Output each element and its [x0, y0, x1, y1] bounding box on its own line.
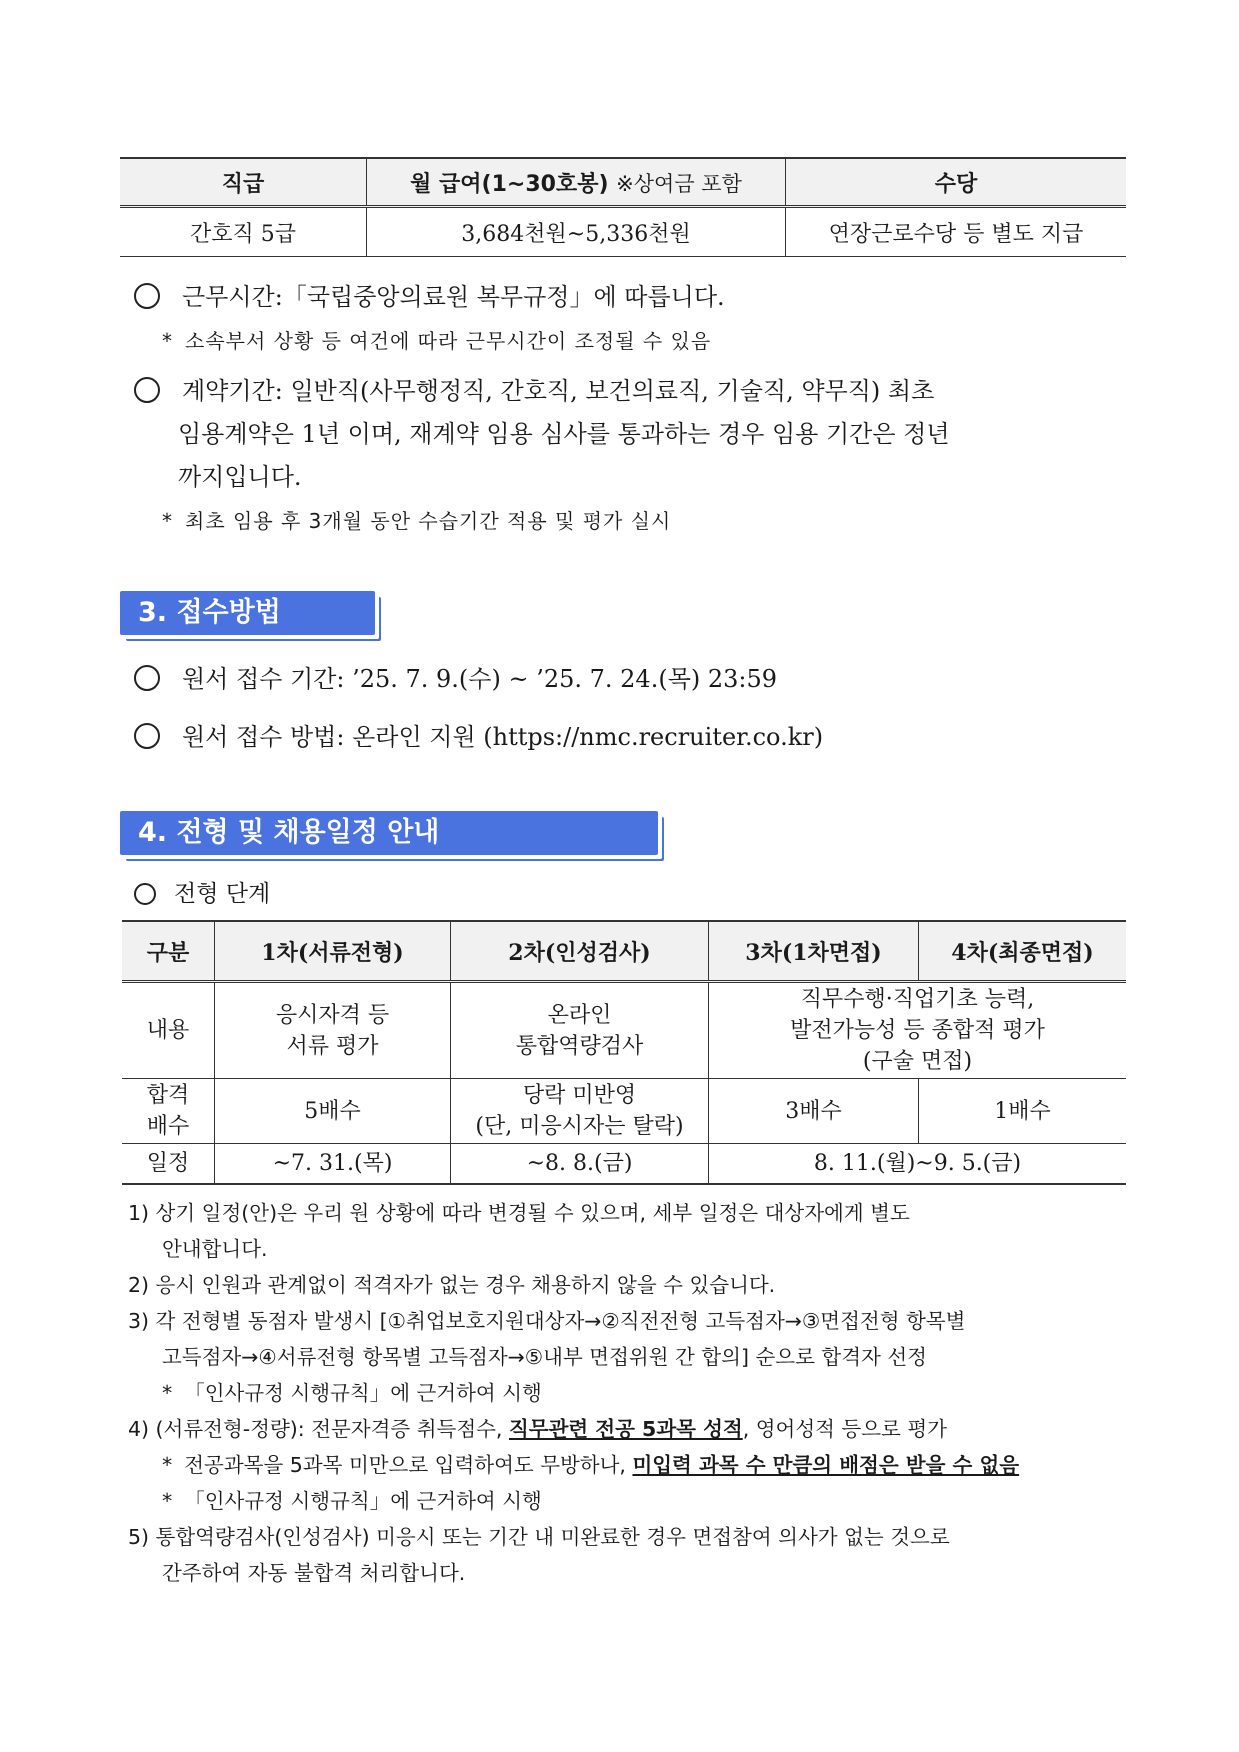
note-5-continued: 간주하여 자동 불합격 처리합니다. [162, 1561, 466, 1585]
contract-line-1 [134, 370, 1104, 413]
note-4-emphasis: 직무관련 전공 5과목 성적 [508, 1417, 743, 1441]
note-1: 1) 상기 일정(안)은 우리 원 상황에 따라 변경될 수 있으며, 세부 일정은 대상자에게 별도 [128, 1201, 910, 1225]
salary-header-grade: 직급 [120, 158, 367, 207]
note-4-sub-2 [128, 1483, 1108, 1519]
work-hours-text: 근무시간:「국립중앙의료원 복무규정」에 따릅니다. [182, 283, 725, 311]
salary-header-pay-note: ※상여금 포함 [616, 171, 742, 196]
pass-stage-4: 1배수 [919, 1079, 1127, 1144]
circle-bullet-icon [134, 377, 160, 403]
work-hours-note [162, 325, 711, 354]
content-stage-34-line: 직무수행·직업기초 능력, [800, 987, 1035, 1012]
contract-note-text: 최초 임용 후 3개월 동안 수습기간 적용 및 평가 실시 [185, 509, 672, 533]
note-4-text-end: , 영어성적 등으로 평가 [742, 1417, 947, 1441]
stage-subtitle-item [134, 872, 270, 916]
note-3-sub [128, 1375, 1108, 1411]
schedule-header: 3차(1차면접) [709, 921, 919, 982]
contract-line-3: 까지입니다. [178, 463, 302, 491]
note-1-continued: 안내합니다. [162, 1237, 268, 1261]
work-hours-note-text: 소속부서 상황 등 여건에 따라 근무시간이 조정될 수 있음 [185, 329, 712, 353]
salary-cell-grade: 간호직 5급 [120, 207, 367, 257]
salary-table [120, 157, 1126, 257]
row-label-schedule: 일정 [122, 1144, 215, 1184]
salary-cell-allowance: 연장근로수당 등 별도 지급 [786, 207, 1127, 257]
asterisk-icon: * [162, 1381, 173, 1405]
contract-line-2: 임용계약은 1년 이며, 재계약 임용 심사를 통과하는 경우 임용 기간은 정년 [178, 420, 950, 448]
application-method-text: 원서 접수 방법: 온라인 지원 (https://nmc.recruiter.co.kr) [182, 723, 824, 751]
content-stage-1 [215, 982, 451, 1079]
note-3-continued: 고득점자→④서류전형 항목별 고득점자→⑤내부 면접위원 간 합의] 순으로 합격자 선정 [162, 1345, 927, 1369]
pass-stage-2-line: (단, 미응시자는 탈락) [475, 1114, 684, 1139]
salary-header-pay [367, 158, 786, 207]
schedule-header: 구분 [122, 921, 215, 982]
note-4-sub-text: 전공과목을 5과목 미만으로 입력하여도 무방하나, [184, 1453, 633, 1477]
circle-bullet-icon [134, 665, 160, 691]
note-4-sub-2-text: 「인사규정 시행규칙」에 근거하여 시행 [184, 1489, 542, 1513]
note-3-sub-text: 「인사규정 시행규칙」에 근거하여 시행 [184, 1381, 542, 1405]
schedule-stage-2: ~8. 8.(금) [451, 1144, 709, 1184]
content-stage-1-line: 서류 평가 [286, 1033, 379, 1059]
circle-bullet-icon [134, 723, 160, 749]
row-label-pass [122, 1079, 215, 1144]
note-2: 2) 응시 인원과 관계없이 적격자가 없는 경우 채용하지 않을 수 있습니다. [128, 1273, 776, 1297]
content-stage-2 [451, 982, 709, 1079]
note-3: 3) 각 전형별 동점자 발생시 [①취업보호지원대상자→②직전전형 고득점자→③면접전형 항목별 [128, 1309, 966, 1333]
contract-line-1-text: 계약기간: 일반직(사무행정직, 간호직, 보건의료직, 기술직, 약무직) 최초 [182, 377, 935, 405]
work-hours-item [134, 275, 725, 319]
pass-stage-2-line: 당락 미반영 [522, 1083, 637, 1108]
schedule-stage-1: ~7. 31.(목) [215, 1144, 451, 1184]
note-4 [128, 1411, 1108, 1447]
note-4-text: 4) (서류전형-정량): 전문자격증 취득점수, [128, 1417, 509, 1441]
contract-note [162, 505, 671, 534]
content-stage-2-line: 통합역량검사 [515, 1033, 644, 1059]
application-method-item [134, 715, 823, 759]
note-5: 5) 통합역량검사(인성검사) 미응시 또는 기간 내 미완료한 경우 면접참여 의사가 없는 것으로 [128, 1525, 950, 1549]
asterisk-icon: * [162, 1489, 173, 1513]
circle-bullet-icon [134, 283, 160, 309]
contract-item [134, 370, 1104, 499]
stage-subtitle-text: 전형 단계 [174, 881, 271, 907]
content-stage-34-line: 발전가능성 등 종합적 평가 [790, 1018, 1045, 1043]
section-3-title: 3. 접수방법 [120, 591, 375, 635]
pass-stage-1: 5배수 [215, 1079, 451, 1144]
row-label-pass-line: 배수 [146, 1114, 190, 1139]
salary-header-allowance: 수당 [786, 158, 1127, 207]
asterisk-icon: * [162, 1453, 173, 1477]
schedule-header: 2차(인성검사) [451, 921, 709, 982]
content-stage-3-4 [709, 982, 1127, 1079]
schedule-table [122, 920, 1126, 1185]
note-4-sub-emphasis: 미입력 과목 수 만큼의 배점은 받을 수 없음 [632, 1453, 1020, 1477]
pass-stage-3: 3배수 [709, 1079, 919, 1144]
notes-list [128, 1195, 1108, 1591]
row-label-pass-line: 합격 [146, 1083, 190, 1108]
note-4-sub [128, 1447, 1108, 1483]
section-4-title: 4. 전형 및 채용일정 안내 [120, 811, 658, 855]
schedule-stage-3-4: 8. 11.(월)~9. 5.(금) [709, 1144, 1127, 1184]
content-stage-1-line: 응시자격 등 [275, 1002, 390, 1028]
salary-header-pay-label: 월 급여(1~30호봉) [410, 171, 609, 197]
application-period-item [134, 657, 777, 701]
asterisk-icon: * [162, 329, 173, 353]
content-stage-2-line: 온라인 [547, 1002, 612, 1028]
circle-bullet-icon [134, 883, 156, 905]
schedule-header: 4차(최종면접) [919, 921, 1127, 982]
schedule-header: 1차(서류전형) [215, 921, 451, 982]
application-period-text: 원서 접수 기간: ’25. 7. 9.(수) ~ ’25. 7. 24.(목) 23:59 [182, 665, 778, 693]
salary-cell-pay: 3,684천원~5,336천원 [367, 207, 786, 257]
row-label-content: 내용 [122, 982, 215, 1079]
content-stage-34-line: (구술 면접) [862, 1049, 973, 1074]
pass-stage-2 [451, 1079, 709, 1144]
asterisk-icon: * [162, 509, 173, 533]
